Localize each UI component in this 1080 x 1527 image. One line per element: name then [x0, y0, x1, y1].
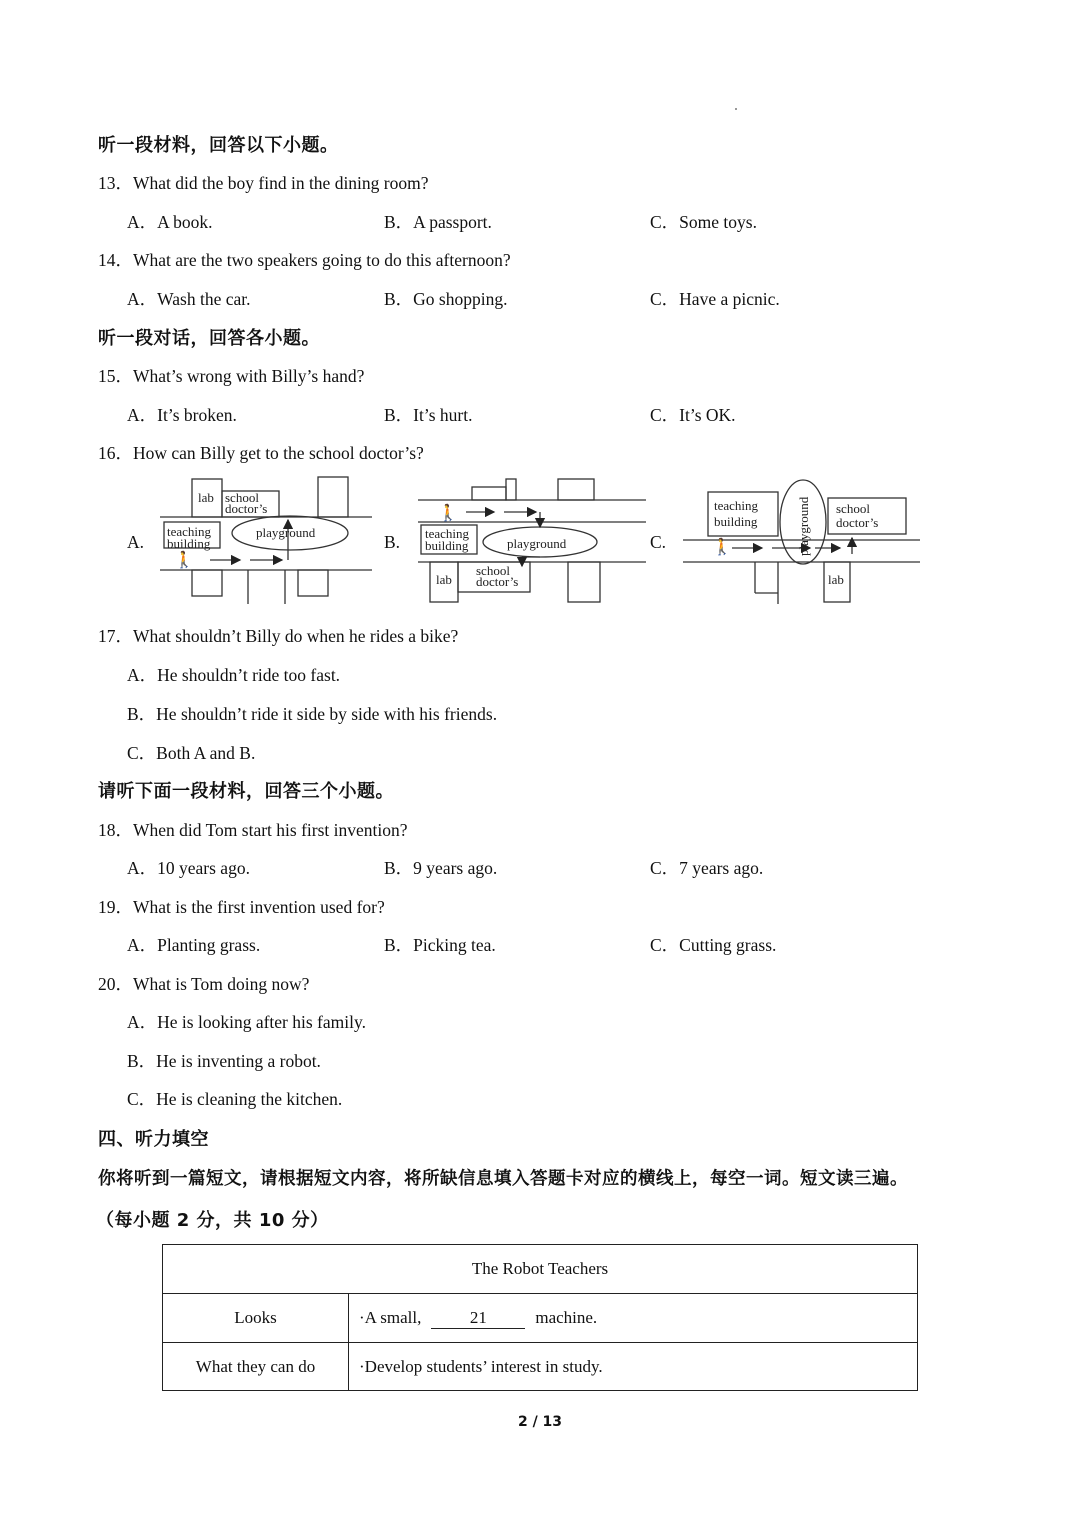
- q13-option-a: A．A book.: [127, 212, 213, 232]
- robot-teachers-table: [162, 1244, 918, 1391]
- question-15: 15．What’s wrong with Billy’s hand?: [98, 366, 365, 386]
- q13-option-b: B．A passport.: [384, 212, 492, 232]
- section-4-instructions: 你将听到一篇短文，请根据短文内容，将所缺信息填入答题卡对应的横线上，每空一词。短文读三遍。: [98, 1169, 908, 1189]
- question-13: 13．What did the boy find in the dining room?: [98, 173, 429, 193]
- q17-option-a: A．He shouldn’t ride too fast.: [127, 665, 341, 685]
- q16-maps: [0, 0, 1080, 620]
- question-20: 20．What is Tom doing now?: [98, 974, 310, 994]
- table-row: [163, 1343, 917, 1390]
- map-a-school: school: [225, 490, 259, 505]
- map-b-playground: playground: [507, 536, 567, 551]
- answer-blank-21[interactable]: 21: [431, 1308, 525, 1329]
- map-b-teaching: teaching: [425, 526, 470, 541]
- q19-option-c: C．Cutting grass.: [650, 935, 777, 955]
- table-row: [163, 1294, 917, 1343]
- walker-icon-b: 🚶: [438, 505, 458, 522]
- section-4-score: （每小题 2 分，共 10 分）: [96, 1210, 329, 1231]
- question-16: 16．How can Billy get to the school doctor’s?: [98, 443, 424, 463]
- section-heading-2: 听一段对话，回答各小题。: [98, 328, 320, 349]
- q18-option-c: C．7 years ago.: [650, 858, 764, 878]
- q20-option-b: B．He is inventing a robot.: [127, 1051, 321, 1071]
- q14-option-b: B．Go shopping.: [384, 289, 508, 309]
- table-title-row: [163, 1245, 917, 1294]
- q16-option-a-label: A.: [127, 532, 145, 552]
- q15-option-a: A．It’s broken.: [127, 405, 237, 425]
- map-c-teaching: teaching: [714, 498, 759, 513]
- map-b-lab: lab: [436, 572, 452, 587]
- map-a-building: building: [167, 536, 211, 551]
- walker-icon-c: 🚶: [712, 539, 732, 556]
- map-c-lab: lab: [828, 572, 844, 587]
- q17-option-c: C．Both A and B.: [127, 743, 256, 763]
- map-b-building: building: [425, 538, 469, 553]
- row-text-pre: ·Develop students’ interest in study.: [359, 1356, 603, 1376]
- map-c-playground: playground: [796, 496, 811, 556]
- q16-option-b-label: B.: [384, 532, 401, 552]
- page-number: 2 / 13: [517, 1414, 563, 1430]
- question-18: 18．When did Tom start his first invention?: [98, 820, 408, 840]
- row-content: [359, 1294, 597, 1342]
- map-b-school: school: [476, 563, 510, 578]
- q18-option-a: A．10 years ago.: [127, 858, 250, 878]
- row-label: Looks: [163, 1294, 349, 1342]
- map-a-doctors: doctor’s: [225, 501, 268, 516]
- q15-option-b: B．It’s hurt.: [384, 405, 473, 425]
- row-label: What they can do: [163, 1343, 349, 1390]
- q19-option-a: A．Planting grass.: [127, 935, 261, 955]
- q19-option-b: B．Picking tea.: [384, 935, 496, 955]
- question-19: 19．What is the first invention used for?: [98, 897, 385, 917]
- q15-option-c: C．It’s OK.: [650, 405, 736, 425]
- map-a-lab: lab: [198, 490, 214, 505]
- section-heading-3: 请听下面一段材料，回答三个小题。: [98, 781, 394, 802]
- question-14: 14．What are the two speakers going to do this afternoon?: [98, 250, 511, 270]
- q18-option-b: B．9 years ago.: [384, 858, 498, 878]
- section-heading-1: 听一段材料，回答以下小题。: [98, 135, 339, 156]
- q20-option-c: C．He is cleaning the kitchen.: [127, 1089, 343, 1109]
- q14-option-a: A．Wash the car.: [127, 289, 251, 309]
- q17-option-b: B．He shouldn’t ride it side by side with his friends.: [127, 704, 498, 724]
- table-title: The Robot Teachers: [471, 1259, 609, 1278]
- map-b-doctors: doctor’s: [476, 574, 519, 589]
- q20-option-a: A．He is looking after his family.: [127, 1012, 366, 1032]
- map-c-school: school: [836, 501, 870, 516]
- walker-icon-a: 🚶: [174, 552, 194, 569]
- q14-option-c: C．Have a picnic.: [650, 289, 780, 309]
- row-text-post: machine.: [535, 1308, 598, 1327]
- map-a-teaching: teaching: [167, 524, 212, 539]
- map-a-playground: playground: [256, 525, 316, 540]
- row-text-pre: ·A small,: [359, 1308, 422, 1327]
- row-content: [359, 1343, 603, 1390]
- map-c-building: building: [714, 514, 758, 529]
- question-17: 17．What shouldn’t Billy do when he rides a bike?: [98, 626, 459, 646]
- map-c-doctors: doctor’s: [836, 515, 879, 530]
- q16-option-c-label: C.: [650, 532, 667, 552]
- q13-option-c: C．Some toys.: [650, 212, 757, 232]
- section-heading-4: 四、听力填空: [98, 1129, 209, 1150]
